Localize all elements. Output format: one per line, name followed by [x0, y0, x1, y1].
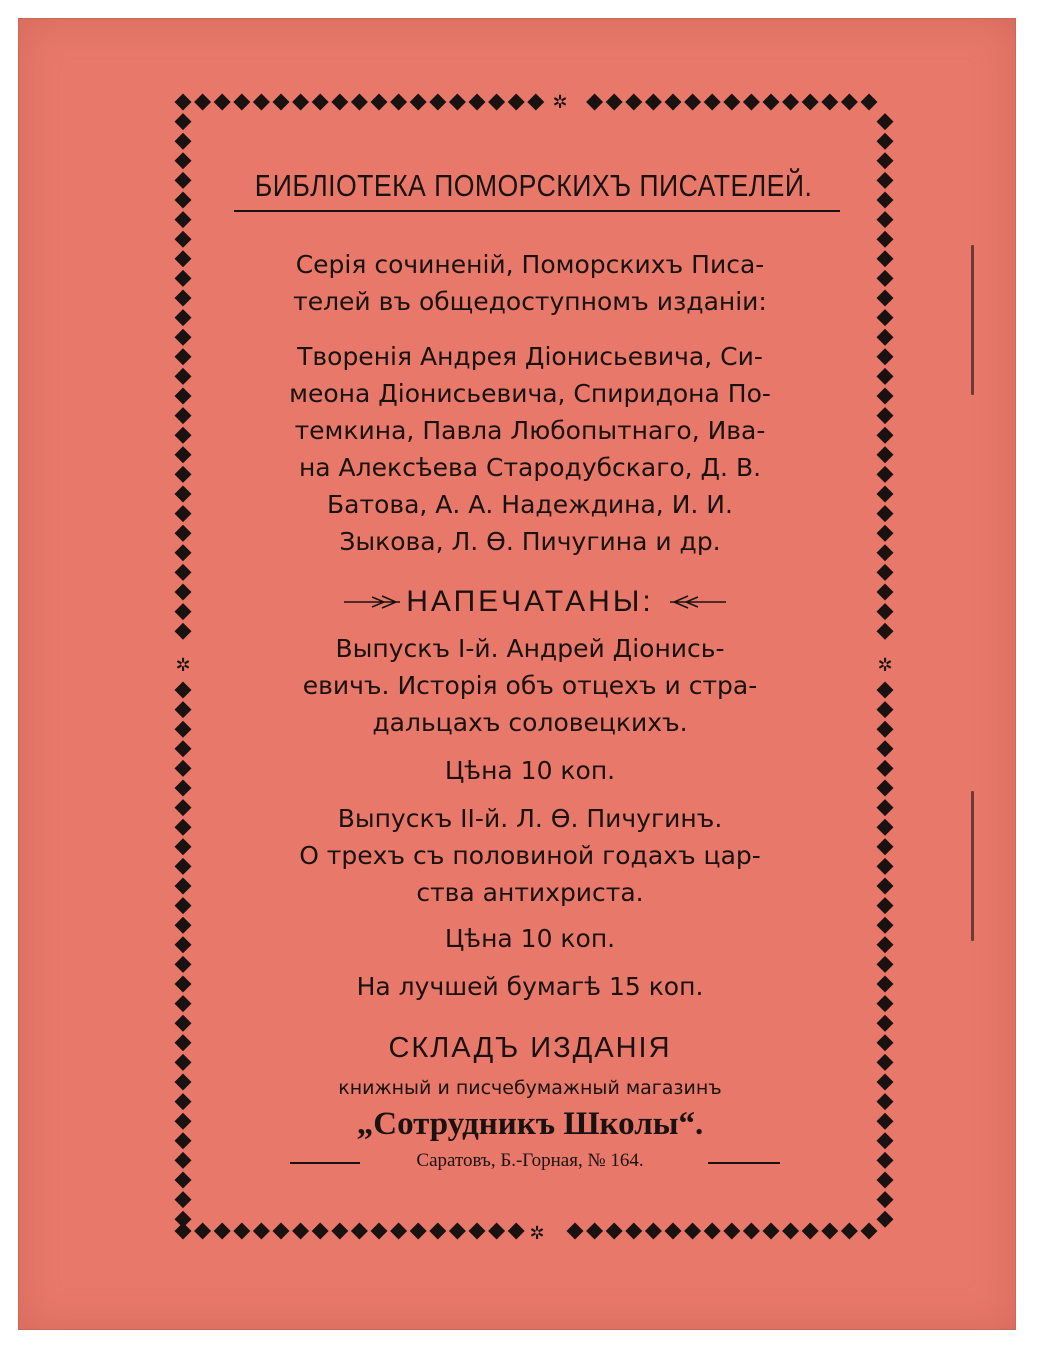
- border-diamond: [233, 94, 250, 111]
- border-diamond: [175, 721, 192, 738]
- border-diamond: [782, 94, 799, 111]
- border-diamond: [175, 525, 192, 542]
- border-diamond: [877, 721, 894, 738]
- border-diamond: [312, 1223, 329, 1240]
- border-diamond: [214, 94, 231, 111]
- border-diamond: [877, 407, 894, 424]
- border-diamond: [877, 1054, 894, 1071]
- border-diamond: [273, 94, 290, 111]
- border-diamond: [606, 1223, 623, 1240]
- border-diamond: [877, 623, 894, 640]
- border-diamond: [488, 1223, 505, 1240]
- border-diamond: [877, 192, 894, 209]
- border-diamond: [877, 917, 894, 934]
- border-diamond: [175, 1015, 192, 1032]
- border-diamond: [877, 858, 894, 875]
- border-diamond: [877, 740, 894, 757]
- border-diamond: [175, 1172, 192, 1189]
- border-diamond: [877, 780, 894, 797]
- border-diamond: [175, 1211, 192, 1228]
- border-diamond: [877, 1034, 894, 1051]
- border-diamond: [233, 1223, 250, 1240]
- border-diamond: [606, 94, 623, 111]
- border-diamond: [704, 1223, 721, 1240]
- border-diamond: [175, 309, 192, 326]
- border-diamond: [877, 995, 894, 1012]
- border-diamond: [684, 1223, 701, 1240]
- border-diamond: [214, 1223, 231, 1240]
- border-diamond: [877, 956, 894, 973]
- border-diamond: [645, 1223, 662, 1240]
- border-diamond: [175, 1132, 192, 1149]
- border-diamond: [175, 603, 192, 620]
- border-diamond: [469, 1223, 486, 1240]
- border-diamond: [175, 388, 192, 405]
- border-diamond: [877, 936, 894, 953]
- issue2-line-2: О трехъ съ половиной годахъ цар-: [299, 841, 761, 870]
- border-diamond: [175, 858, 192, 875]
- border-diamond: [449, 94, 466, 111]
- star-ornament-left: ✲: [175, 655, 191, 676]
- authors-line-2: меона Дiонисьевича, Спиридона По-: [289, 379, 771, 408]
- border-diamond: [586, 94, 603, 111]
- border-diamond: [175, 1093, 192, 1110]
- border-diamond: [175, 407, 192, 424]
- border-diamond: [175, 740, 192, 757]
- star-ornament-bottom: ✲: [529, 1223, 545, 1244]
- border-diamond: [877, 897, 894, 914]
- border-diamond: [175, 1152, 192, 1169]
- border-diamond: [877, 1113, 894, 1130]
- border-diamond: [175, 995, 192, 1012]
- authors-line-1: Творенiя Андрея Дiонисьевича, Си-: [297, 342, 763, 371]
- border-diamond: [449, 1223, 466, 1240]
- border-diamond: [877, 329, 894, 346]
- border-diamond: [645, 94, 662, 111]
- border-diamond: [175, 956, 192, 973]
- border-diamond: [877, 231, 894, 248]
- border-diamond: [175, 211, 192, 228]
- border-diamond: [175, 446, 192, 463]
- border-diamond: [877, 152, 894, 169]
- border-diamond: [684, 94, 701, 111]
- border-diamond: [877, 584, 894, 601]
- issue2-price: Цѣна 10 коп.: [444, 924, 616, 953]
- border-diamond: [743, 1223, 760, 1240]
- border-diamond: [877, 1211, 894, 1228]
- border-diamond: [351, 94, 368, 111]
- border-diamond: [877, 133, 894, 150]
- border-diamond: [175, 290, 192, 307]
- border-diamond: [175, 231, 192, 248]
- authors-line-6: Зыкова, Л. Ѳ. Пичугина и др.: [339, 527, 721, 556]
- border-diamond: [390, 94, 407, 111]
- border-diamond: [877, 1074, 894, 1091]
- shop-name: „Сотрудникъ Школы“.: [356, 1106, 704, 1142]
- border-diamond: [625, 94, 642, 111]
- border-diamond: [877, 603, 894, 620]
- border-diamond: [469, 94, 486, 111]
- border-diamond: [175, 368, 192, 385]
- border-diamond: [429, 1223, 446, 1240]
- border-diamond: [877, 1172, 894, 1189]
- border-diamond: [877, 564, 894, 581]
- border-diamond: [877, 819, 894, 836]
- intro-line-2: телей въ общедоступномъ изданiи:: [293, 287, 767, 316]
- border-diamond: [508, 94, 525, 111]
- star-ornament-top: ✲: [552, 92, 568, 113]
- border-diamond: [821, 94, 838, 111]
- border-diamond: [877, 309, 894, 326]
- border-diamond: [175, 250, 192, 267]
- authors-line-3: темкина, Павла Любопытнаго, Ива-: [294, 416, 766, 445]
- border-diamond: [331, 1223, 348, 1240]
- issue2-line-3: ства антихриста.: [416, 878, 644, 907]
- intro-line-1: Серiя сочиненiй, Поморскихъ Писа-: [295, 250, 765, 279]
- border-diamond: [175, 113, 192, 130]
- issue1-line-1: Выпускъ I-й. Андрей Дiонись-: [335, 634, 725, 663]
- border-diamond: [175, 760, 192, 777]
- border-diamond: [331, 94, 348, 111]
- title-underline: [234, 210, 840, 212]
- border-diamond: [253, 94, 270, 111]
- border-diamond: [175, 1074, 192, 1091]
- border-diamond: [877, 172, 894, 189]
- border-diamond: [175, 623, 192, 640]
- border-diamond: [175, 564, 192, 581]
- border-diamond: [877, 878, 894, 895]
- border-diamond: [175, 936, 192, 953]
- border-diamond: [861, 94, 878, 111]
- better-paper-price: На лучшей бумагѣ 15 коп.: [356, 972, 704, 1001]
- border-diamond: [508, 1223, 525, 1240]
- border-diamond: [175, 897, 192, 914]
- border-diamond: [877, 1132, 894, 1149]
- border-diamond: [723, 1223, 740, 1240]
- border-diamond: [763, 94, 780, 111]
- border-diamond: [877, 486, 894, 503]
- border-diamond: [877, 1015, 894, 1032]
- border-diamond: [194, 94, 211, 111]
- border-diamond: [723, 94, 740, 111]
- border-diamond: [371, 94, 388, 111]
- border-diamond: [175, 1034, 192, 1051]
- issue1-line-3: дальцахъ соловецкихъ.: [372, 708, 688, 737]
- border-diamond: [175, 1113, 192, 1130]
- ornament-right: [668, 592, 728, 612]
- border-diamond: [175, 878, 192, 895]
- border-diamond: [877, 1093, 894, 1110]
- border-diamond: [351, 1223, 368, 1240]
- shop-address: Саратовъ, Б.-Горная, № 164.: [416, 1150, 644, 1171]
- border-diamond: [877, 388, 894, 405]
- border-diamond: [877, 799, 894, 816]
- star-ornament-right: ✲: [877, 655, 893, 676]
- border-diamond: [371, 1223, 388, 1240]
- border-diamond: [743, 94, 760, 111]
- border-diamond: [410, 1223, 427, 1240]
- border-diamond: [877, 211, 894, 228]
- border-diamond: [877, 113, 894, 130]
- border-diamond: [877, 290, 894, 307]
- library-title: БИБЛIОТЕКА ПОМОРСКИХЪ ПИСАТЕЛЕЙ.: [254, 168, 813, 203]
- border-diamond: [429, 94, 446, 111]
- border-diamond: [253, 1223, 270, 1240]
- border-diamond: [802, 94, 819, 111]
- border-diamond: [877, 270, 894, 287]
- border-diamond: [877, 505, 894, 522]
- border-diamond: [877, 348, 894, 365]
- border-diamond: [625, 1223, 642, 1240]
- authors-line-4: на Алексѣева Стародубскаго, Д. В.: [298, 453, 762, 482]
- border-diamond: [175, 427, 192, 444]
- border-diamond: [175, 505, 192, 522]
- border-diamond: [273, 1223, 290, 1240]
- border-diamond: [175, 270, 192, 287]
- border-diamond: [175, 152, 192, 169]
- border-diamond: [877, 466, 894, 483]
- border-diamond: [175, 780, 192, 797]
- border-diamond: [821, 1223, 838, 1240]
- border-diamond: [802, 1223, 819, 1240]
- border-diamond: [665, 94, 682, 111]
- border-diamond: [175, 348, 192, 365]
- border-diamond: [175, 701, 192, 718]
- border-diamond: [782, 1223, 799, 1240]
- border-diamond: [877, 250, 894, 267]
- border-diamond: [175, 329, 192, 346]
- border-diamond: [390, 1223, 407, 1240]
- border-diamond: [488, 94, 505, 111]
- address-rule-right: [708, 1162, 780, 1164]
- border-diamond: [586, 1223, 603, 1240]
- border-diamond: [841, 1223, 858, 1240]
- border-diamond: [763, 1223, 780, 1240]
- border-diamond: [877, 368, 894, 385]
- border-diamond: [877, 838, 894, 855]
- border-diamond: [877, 427, 894, 444]
- border-diamond: [292, 94, 309, 111]
- issue2-line-1: Выпускъ II-й. Л. Ѳ. Пичугинъ.: [337, 804, 723, 833]
- border-diamond: [175, 172, 192, 189]
- border-diamond: [175, 917, 192, 934]
- border-diamond: [175, 192, 192, 209]
- border-diamond: [877, 525, 894, 542]
- border-diamond: [877, 544, 894, 561]
- border-diamond: [175, 838, 192, 855]
- border-diamond: [194, 1223, 211, 1240]
- border-diamond: [175, 94, 192, 111]
- border-diamond: [292, 1223, 309, 1240]
- border-diamond: [175, 486, 192, 503]
- border-diamond: [704, 94, 721, 111]
- border-diamond: [877, 976, 894, 993]
- border-diamond: [312, 94, 329, 111]
- issue1-price: Цѣна 10 коп.: [444, 756, 616, 785]
- border-diamond: [527, 94, 544, 111]
- shop-description: книжный и писчебумажный магазинъ: [338, 1077, 722, 1099]
- border-diamond: [841, 94, 858, 111]
- border-diamond: [877, 760, 894, 777]
- border-diamond: [175, 819, 192, 836]
- border-diamond: [861, 1223, 878, 1240]
- border-diamond: [175, 544, 192, 561]
- border-diamond: [175, 799, 192, 816]
- border-diamond: [175, 584, 192, 601]
- border-diamond: [175, 1191, 192, 1208]
- border-diamond: [877, 701, 894, 718]
- border-diamond: [175, 466, 192, 483]
- border-diamond: [665, 1223, 682, 1240]
- border-diamond: [410, 94, 427, 111]
- warehouse-title: СКЛАДЪ ИЗДАНIЯ: [388, 1032, 672, 1064]
- border-diamond: [877, 682, 894, 699]
- border-diamond: [567, 1223, 584, 1240]
- border-diamond: [877, 1152, 894, 1169]
- border-diamond: [175, 976, 192, 993]
- border-diamond: [877, 446, 894, 463]
- border-diamond: [175, 682, 192, 699]
- authors-line-5: Батова, А. А. Надеждина, И. И.: [327, 490, 733, 519]
- border-diamond: [877, 1191, 894, 1208]
- issue1-line-2: евичъ. Исторiя объ отцехъ и стра-: [302, 671, 758, 700]
- printed-heading: НАПЕЧАТАНЫ:: [406, 585, 654, 618]
- border-diamond: [175, 1054, 192, 1071]
- border-diamond: [175, 133, 192, 150]
